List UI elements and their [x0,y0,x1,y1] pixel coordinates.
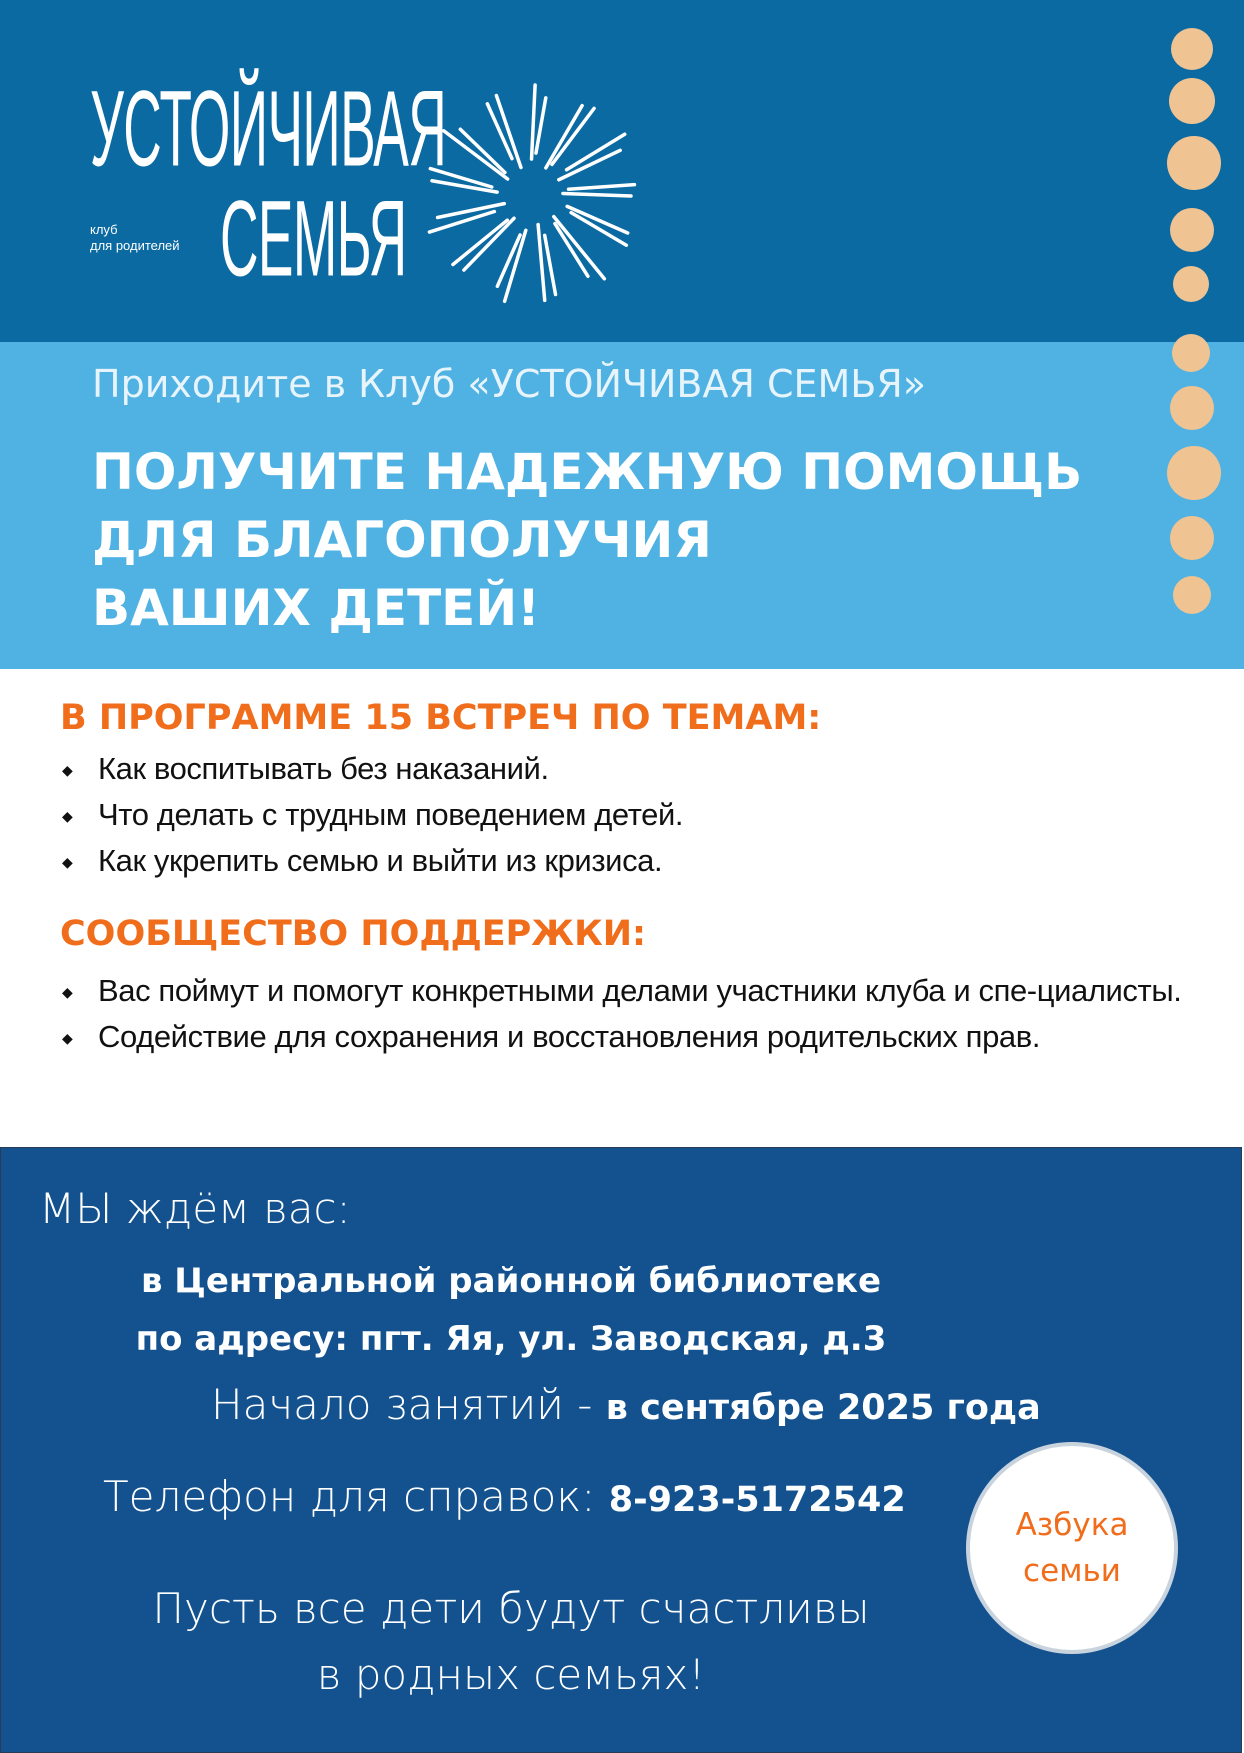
sunburst-ray [546,106,582,168]
address-line: по адресу: пгт. Яя, ул. Заводская, д.3 [135,1319,887,1359]
diamond-bullet-icon: ◆ [62,854,73,870]
phone [103,1472,906,1521]
logo-subtitle-line: для родителей [90,238,180,253]
start-date [211,1380,1041,1429]
diamond-bullet-icon: ◆ [62,808,73,824]
sunburst-ray [444,131,508,179]
sunburst-ray [569,185,635,190]
sunburst-icon [418,80,648,310]
sunburst-ray [536,98,546,153]
list-item [60,838,1190,884]
decorative-dots [1165,0,1225,640]
diamond-bullet-icon: ◆ [62,984,73,1000]
wish-line: Пусть все дети будут счастливы [152,1584,870,1633]
list-item [60,746,1190,792]
logo-subtitle-text [90,222,220,254]
dot-icon [1167,136,1221,190]
dot-icon [1169,78,1215,124]
list-item [60,1014,1190,1060]
azbuka-badge [966,1442,1178,1654]
list-item-text: Содействие для сохранения и восстановления родительских прав. [98,1019,1041,1054]
dot-icon [1171,28,1213,70]
list-item [60,792,1190,838]
list-item-text: Как укрепить семью и выйти из кризиса. [98,843,663,878]
diamond-bullet-icon: ◆ [62,1030,73,1046]
sunburst-ray [532,85,536,159]
sunburst-ray [563,194,631,196]
start-value: в сентябре 2025 года [605,1388,1041,1428]
headline-line: ПОЛУЧИТЕ НАДЕЖНУЮ ПОМОЩЬ [92,443,1083,501]
list-item-text: Что делать с трудным поведением детей. [98,797,684,832]
support-list [60,968,1190,1060]
phone-label: Телефон для справок: [103,1472,609,1521]
dot-icon [1170,208,1214,252]
dot-icon [1170,516,1214,560]
wish-line: в родных семьях! [316,1650,706,1699]
dot-icon [1170,386,1214,430]
sunburst-ray [429,211,494,232]
logo-subtitle-line: клуб [90,222,118,237]
dot-icon [1172,334,1210,372]
list-item [60,968,1190,1014]
start-label: Начало занятий - [211,1380,606,1429]
badge-line: семьи [1023,1553,1121,1589]
list-item-text: Как воспитывать без наказаний. [98,751,549,786]
closing-wish [61,1576,961,1708]
sunburst-ray [545,235,556,294]
wait-text: МЫ ждём вас: [39,1184,351,1233]
headline [92,438,1082,642]
diamond-bullet-icon: ◆ [62,762,73,778]
logo-title-line2: СЕМЬЯ [220,179,407,300]
sunburst-ray [460,129,505,172]
dot-icon [1167,446,1221,500]
invite-line: Приходите в Клуб «УСТОЙЧИВАЯ СЕМЬЯ» [92,362,926,406]
sunburst-ray [453,220,507,264]
program-title: В ПРОГРАММЕ 15 ВСТРЕЧ ПО ТЕМАМ: [60,698,822,738]
badge-line: Азбука [1015,1507,1129,1543]
support-title: СООБЩЕСТВО ПОДДЕРЖКИ: [60,914,647,954]
dot-icon [1173,576,1211,614]
headline-line: ВАШИХ ДЕТЕЙ! [92,579,540,637]
address-line: в Центральной районной библиотеке [140,1261,882,1301]
logo-title-line1: УСТОЙЧИВАЯ [90,69,447,190]
address [1,1252,1021,1368]
program-list [60,746,1190,884]
dot-icon [1173,266,1209,302]
list-item-text: Вас поймут и помогут конкретными делами участники клуба и спе-циалисты. [98,973,1182,1008]
headline-line: ДЛЯ БЛАГОПОЛУЧИЯ [92,511,712,569]
badge-text [997,1502,1147,1594]
phone-number: 8-923-5172542 [608,1480,906,1520]
logo-subtitle [90,222,220,254]
